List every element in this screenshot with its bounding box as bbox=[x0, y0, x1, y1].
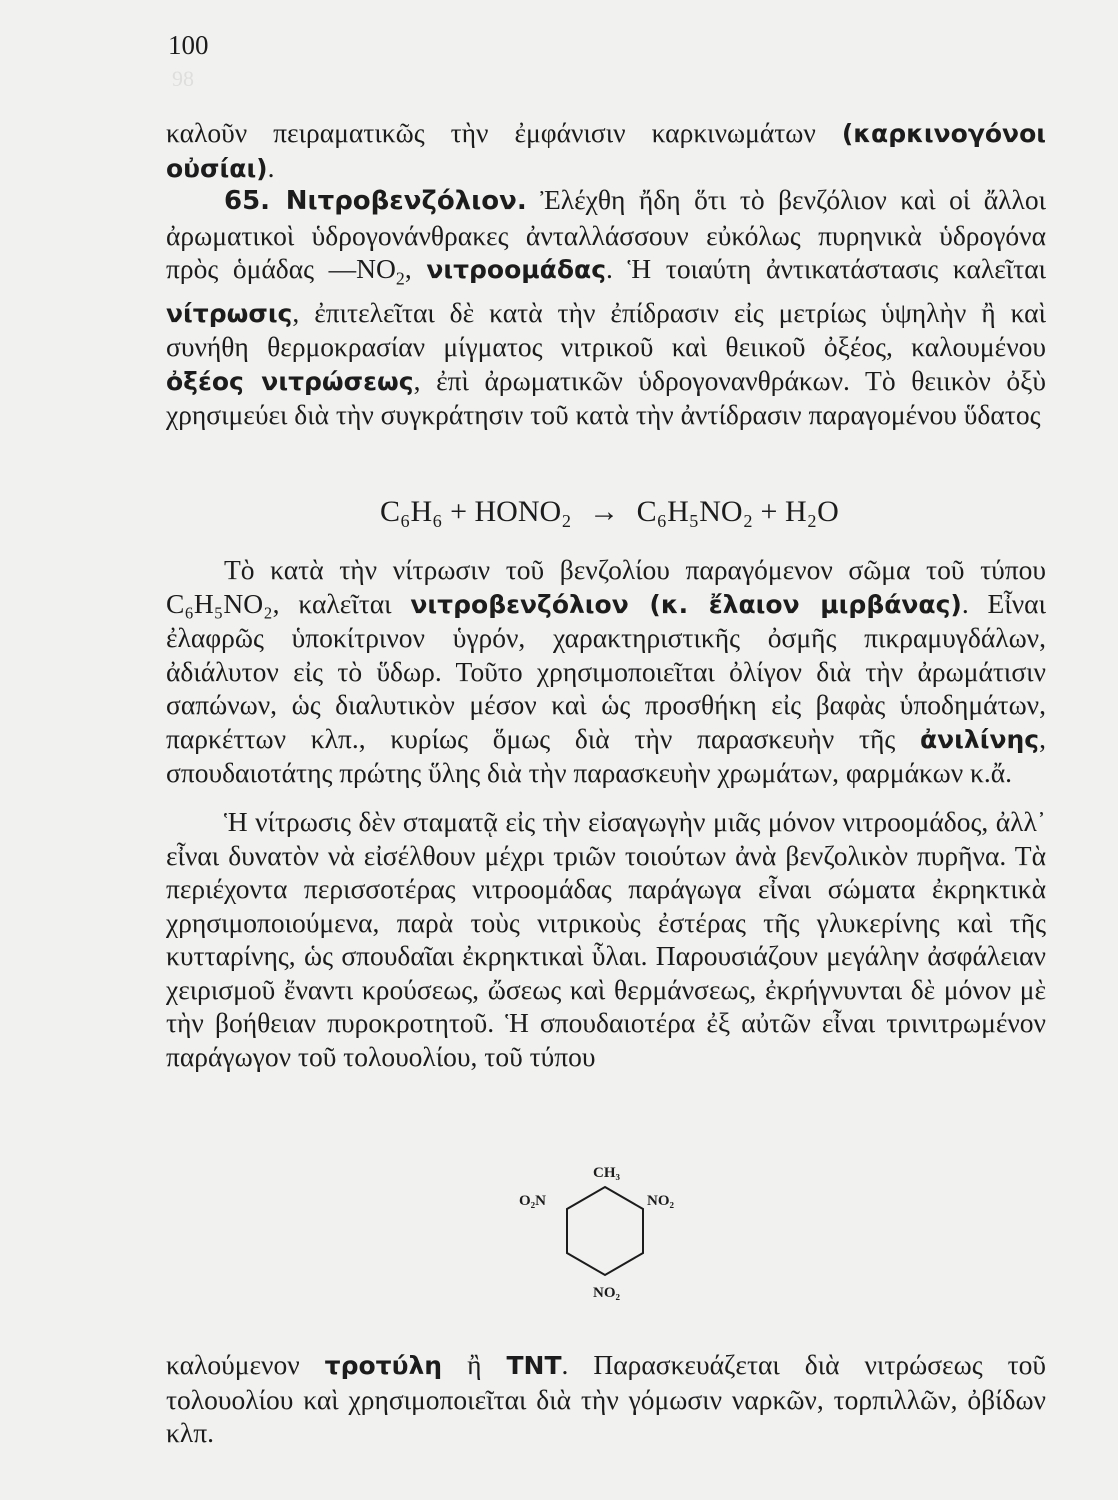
substituent-bottom-no2: NO₂ bbox=[593, 1285, 620, 1301]
equation-reactants: C₆H₆ + HONO₂ bbox=[380, 495, 572, 528]
intro-bold-term: (καρκινογόνοι οὐσίαι) bbox=[166, 119, 1046, 183]
term-trotyl: τροτύλη bbox=[324, 1351, 443, 1380]
equation-arrow: → bbox=[589, 495, 620, 528]
section-65-text-1: Ἐλέχθη ἤδη ὅτι τὸ βενζόλιον καὶ οἱ ἄλλοι ἀρωματικοὶ ὑδρογονάνθρακες ἀνταλλάσσουν εὐκόλως πυρηνικὰ ὑδρογόνα πρὸς ὁμάδας —NO bbox=[166, 184, 1046, 284]
term-aniline: ἀνιλίνης bbox=[919, 724, 1040, 754]
ghost-page-number: 98 bbox=[172, 66, 194, 91]
term-nitration: νίτρωσις bbox=[166, 298, 293, 328]
paragraph-intro bbox=[166, 116, 1046, 185]
section-65-text-3: . Ἡ τοιαύτη ἀντικατάστασις καλεῖται bbox=[606, 253, 1047, 284]
tnt-text-1: καλούμενον bbox=[166, 1349, 325, 1380]
equation-products: C₆H₅NO₂ + H₂O bbox=[636, 495, 839, 528]
section-65-text-5: , ἐπὶ ἀρωματικῶν ὑδρογονανθράκων. Τὸ θειικὸν ὀξὺ χρησιμεύει διὰ τὴν συγκράτησιν τοῦ κατὰ τὴν ἀντίδρασιν παραγομένου ὕδατος bbox=[166, 364, 1046, 431]
substituent-ch3: CH₃ bbox=[593, 1165, 620, 1181]
nitration-equation bbox=[380, 495, 839, 529]
section-heading: 65. Νιτροβενζόλιον. bbox=[224, 186, 527, 216]
intro-end: . bbox=[267, 151, 275, 183]
polynitration-text: Ἡ νίτρωσις δὲν σταματᾷ εἰς τὴν εἰσαγωγὴν μιᾶς μόνον νιτροομάδος, ἀλλ᾽ εἶναι δυνατὸν νὰ εἰσέλθουν μέχρι τριῶν τοιούτων ἀνὰ βενζολικὸν πυρῆνα. Τὰ περιέχοντα περισσοτέρας νιτροομάδας παράγωγα εἶναι σώματα ἐκρηκτικὰ χρησιμοποιούμενα, παρὰ τοὺς νιτρικοὺς ἐστέρας τῆς γλυκερίνης καὶ τῆς κυτταρίνης, ὡς σπουδαῖαι ἐκρηκτικαὶ ὗλαι. Παρουσιάζουν μεγάλην ἀσφάλειαν χειρισμοῦ ἔναντι κρούσεως, ὤσεως καὶ θερμάνσεως, ἐκρήγνυνται δὲ μόνον μὲ τὴν βοήθειαν πυροκροτητοῦ. Ἡ σπουδαιοτέρα ἐξ αὐτῶν εἶναι τρινιτρωμένον παράγωγον τοῦ τολουολίου, τοῦ τύπου bbox=[166, 806, 1046, 1072]
section-65-text-2: , bbox=[404, 253, 427, 284]
intro-text: καλοῦν πειραματικῶς τὴν ἐμφάνισιν καρκινωμάτων bbox=[166, 117, 842, 148]
nitrobenzene-text-2: . Εἶναι ἐλαφρῶς ὑποκίτρινον ὑγρόν, χαρακτηριστικῆς ὀσμῆς πικραμυγδάλων, ἀδιάλυτον εἰς τὸ ὕδωρ. Τοῦτο χρησιμοποιεῖται ὀλίγον διὰ τὴν ἀρωμάτισιν σαπώνων, ὡς διαλυτικὸν μέσον καὶ ὡς προσθήκη εἰς βαφὰς ὑποδημάτων, παρκέττων κλπ., κυρίως ὅμως διὰ τὴν παρασκευὴν τῆς bbox=[166, 587, 1046, 754]
paragraph-polynitration bbox=[166, 805, 1046, 1073]
term-tnt: TNT bbox=[506, 1351, 562, 1380]
term-nitrating-acid: ὀξέος νιτρώσεως bbox=[166, 366, 414, 396]
term-nitro-groups: νιτροομάδας bbox=[426, 255, 607, 284]
substituent-right-no2: NO₂ bbox=[647, 1193, 674, 1209]
substituent-left-no2: O₂N bbox=[519, 1193, 546, 1209]
tnt-text-2: ἢ bbox=[442, 1349, 507, 1380]
paragraph-tnt bbox=[166, 1348, 1046, 1450]
section-65-subscript: 2 bbox=[395, 268, 405, 289]
benzene-ring-svg bbox=[515, 1155, 695, 1305]
page-number: 100 bbox=[168, 30, 209, 60]
paragraph-section-65 bbox=[166, 183, 1046, 432]
paragraph-nitrobenzene bbox=[166, 553, 1046, 790]
nitrobenzene-text-1: Τὸ κατὰ τὴν νίτρωσιν τοῦ βενζολίου παραγόμενον σῶμα τοῦ τύπου C₆H₅NO₂, καλεῖται bbox=[166, 554, 1046, 619]
section-65-text-4: , ἐπιτελεῖται δὲ κατὰ τὴν ἐπίδρασιν εἰς μετρίως ὑψηλὴν ἢ καὶ συνήθη θερμοκρασίαν μίγματος νιτρικοῦ καὶ θειικοῦ ὀξέος, καλουμένου bbox=[166, 296, 1046, 363]
benzene-ring bbox=[567, 1187, 643, 1275]
term-nitrobenzene: νιτροβενζόλιον (κ. ἔλαιον μιρβάνας) bbox=[410, 589, 962, 619]
nitrobenzene-text-3: , σπουδαιοτάτης πρώτης ὕλης διὰ τὴν παρασκευὴν χρωμάτων, φαρμάκων κ.ἄ. bbox=[166, 722, 1046, 788]
tnt-text-3: . Παρασκευάζεται διὰ νιτρώσεως τοῦ τολουολίου καὶ χρησιμοποιεῖται διὰ τὴν γόμωσιν ναρκῶν, τορπιλλῶν, ὀβίδων κλπ. bbox=[166, 1349, 1046, 1448]
tnt-structure-diagram bbox=[515, 1155, 695, 1305]
